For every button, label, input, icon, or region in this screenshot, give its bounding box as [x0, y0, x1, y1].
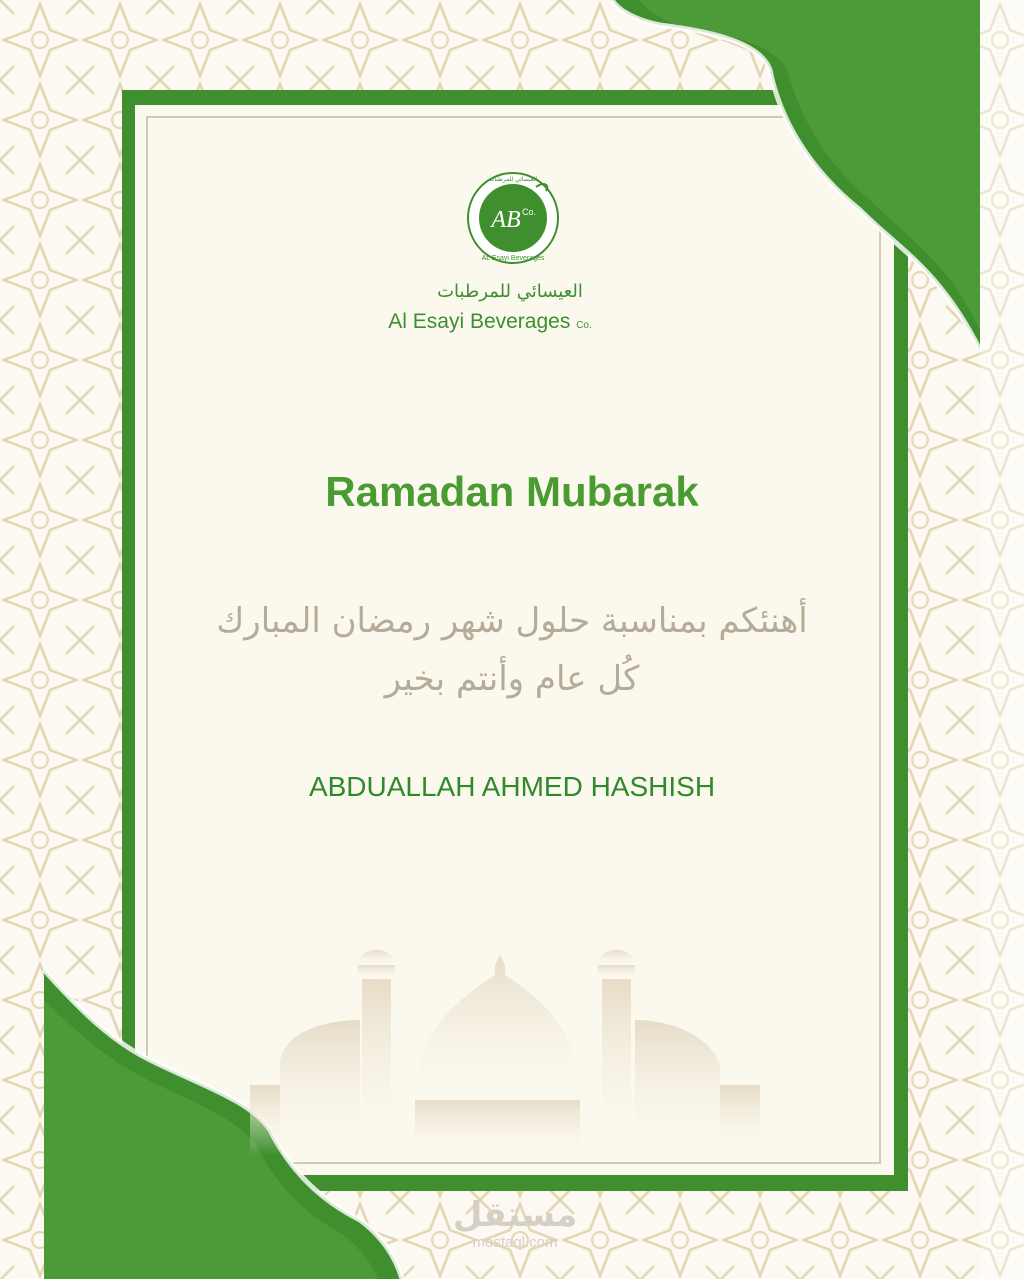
watermark-arabic: مستقل: [452, 1195, 578, 1235]
svg-text:Co.: Co.: [521, 207, 537, 217]
brand-name-suffix: Co.: [576, 320, 592, 331]
arabic-greeting-line-1: أهنئكم بمناسبة حلول شهر رمضان المبارك: [216, 601, 808, 641]
arabic-greeting-line-2: كُل عام وأنتم بخير: [384, 659, 640, 699]
arabic-greeting: [170, 592, 854, 708]
svg-text:العيسائي للمرطبات: العيسائي للمرطبات: [488, 176, 538, 183]
greeting-title: Ramadan Mubarak: [325, 468, 699, 515]
company-logo: [466, 171, 560, 265]
svg-text:AL Esayi Beverages: AL Esayi Beverages: [481, 255, 545, 262]
watermark-url: mostaql.com: [472, 1234, 558, 1251]
brand-name-arabic: العيسائي للمرطبات: [437, 281, 583, 302]
brand-name-english-text: Al Esayi Beverages: [388, 310, 571, 333]
mostaql-watermark: [450, 1196, 580, 1252]
mosque-silhouette: [250, 925, 780, 1155]
svg-text:AB: AB: [491, 207, 521, 233]
brand-name-english: [340, 310, 640, 334]
recipient-name: ABDUALLAH AHMED HASHISH: [308, 771, 716, 802]
